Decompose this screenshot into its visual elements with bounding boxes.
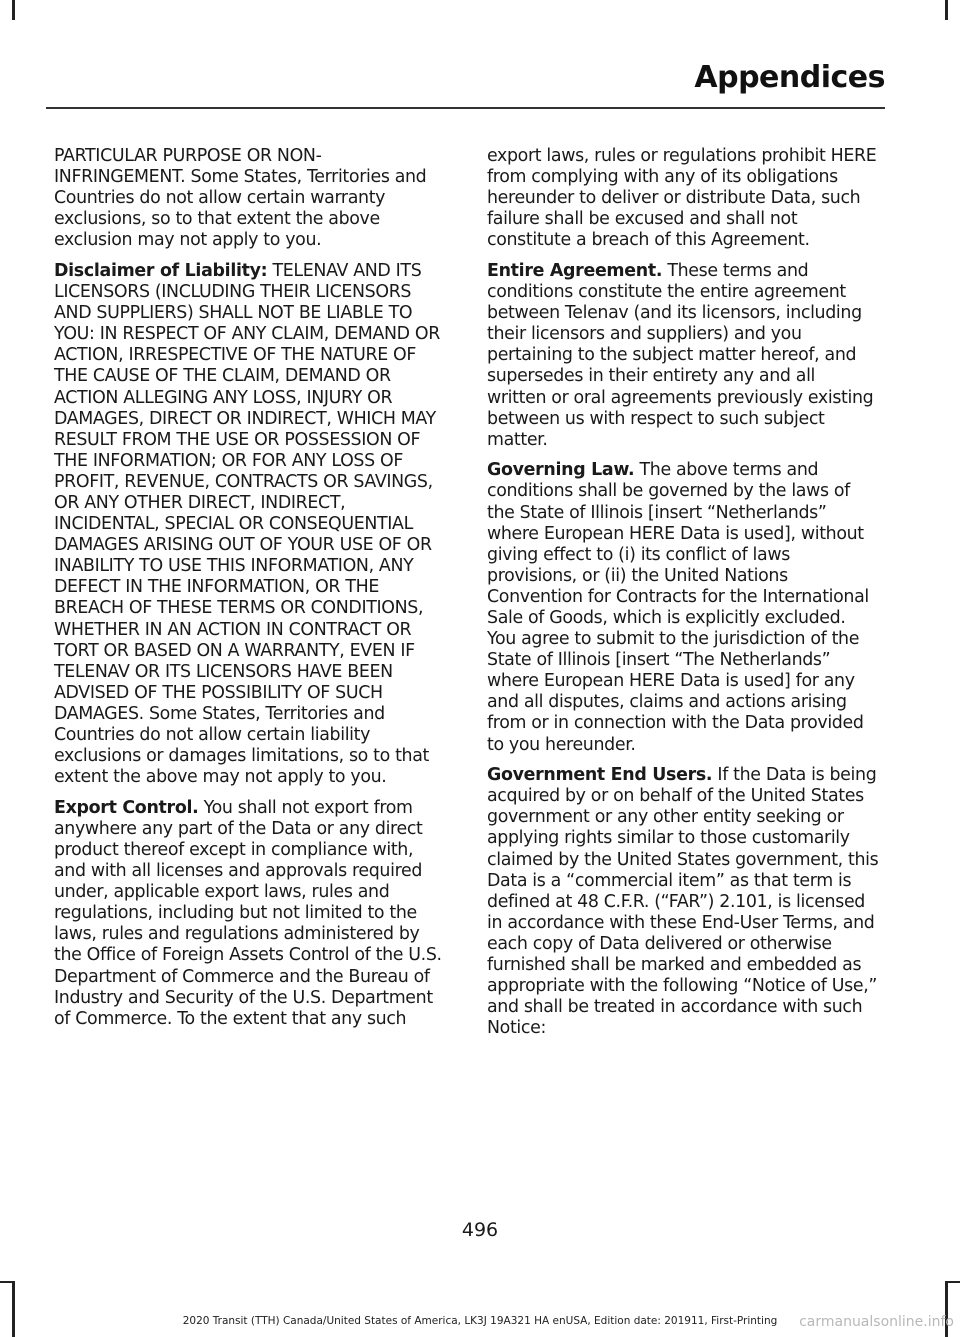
crop-mark-top-right	[945, 0, 948, 20]
paragraph-disclaimer-of-liability	[54, 261, 446, 788]
paragraph-government-end-users	[487, 765, 879, 1039]
paragraph-text: If the Data is being acquired by or on behalf of the United States government or any other entity seeking or applying rights similar to those customarily claimed by the United States government, this Data is a “commercial item” as that term is defined at 48 C.F.R. (“FAR”) 2.101, is licensed in accordance with these End-User Terms, and each copy of Data delivered or otherwise furnished shall be marked and embedded as appropriate with the following “Notice of Use,” and shall be treated in accordance with such Notice:	[487, 765, 879, 1039]
edition-footer: 2020 Transit (TTH) Canada/United States of America, LK3J 19A321 HA enUSA, Edition date: 201911, First-Printing	[182, 1315, 778, 1327]
crop-mark-bottom-left	[12, 1281, 15, 1337]
paragraph-text: You shall not export from anywhere any part of the Data or any direct product thereof except in compliance with, and with all licenses and approvals required under, applicable export laws, rules and regulations, including but not limited to the laws, rules and regulations administered by the Office of Foreign Assets Control of the U.S. Department of Commerce and the Bureau of Industry and Security of the U.S. Department of Commerce. To the extent that any such	[54, 797, 442, 1029]
crop-mark-bottom-left-h	[0, 1281, 15, 1283]
page-number: 496	[461, 1219, 499, 1241]
paragraph-warranty-exclusion	[54, 146, 446, 251]
right-column	[487, 146, 879, 1049]
paragraph-text: TELENAV AND ITS LICENSORS (INCLUDING THEIR LICENSORS AND SUPPLIERS) SHALL NOT BE LIABLE TO YOU: IN RESPECT OF ANY CLAIM, DEMAND OR ACTION, IRRESPECTIVE OF THE NATURE OF THE CAUSE OF THE CLAIM, DEMAND OR ACTION ALLEGING ANY LOSS, INJURY OR DAMAGES, DIRECT OR INDIRECT, WHICH MAY RESULT FROM THE USE OR POSSESSION OF THE INFORMATION; OR FOR ANY LOSS OF PROFIT, REVENUE, CONTRACTS OR SAVINGS, OR ANY OTHER DIRECT, INDIRECT, INCIDENTAL, SPECIAL OR CONSEQUENTIAL DAMAGES ARISING OUT OF YOUR USE OF OR INABILITY TO USE THIS INFORMATION, ANY DEFECT IN THE INFORMATION, OR THE BREACH OF THESE TERMS OR CONDITIONS, WHETHER IN AN ACTION IN CONTRACT OR TORT OR BASED ON A WARRANTY, EVEN IF TELENAV OR ITS LICENSORS HAVE BEEN ADVISED OF THE POSSIBILITY OF SUCH DAMAGES. Some States, Territories and Countries do not allow certain liability exclusions or damages limitations, so to that extent the above may not apply to you.	[54, 260, 440, 788]
paragraph-export-continued	[487, 146, 879, 251]
paragraph-export-control	[54, 798, 446, 1030]
paragraph-text: export laws, rules or regulations prohibit HERE from complying with any of its obligations hereunder to deliver or distribute Data, such failure shall be excused and shall not constitute a breach of this Agreement.	[487, 146, 877, 251]
left-column	[54, 146, 446, 1039]
watermark: carmanualsonline.info	[799, 1314, 954, 1330]
page-title: Appendices	[694, 60, 885, 95]
section-heading: Export Control.	[54, 797, 199, 818]
paragraph-governing-law	[487, 460, 879, 755]
paragraph-text: These terms and conditions constitute the entire agreement between Telenav (and its licensors, including their licensors and suppliers) and you pertaining to the subject matter hereof, and supersedes in their entirety any and all written or oral agreements previously existing between us with respect to such subject matter.	[487, 260, 874, 450]
crop-mark-top-left	[12, 0, 15, 20]
crop-mark-bottom-right-h	[945, 1281, 960, 1283]
section-heading: Disclaimer of Liability:	[54, 260, 268, 281]
paragraph-text: The above terms and conditions shall be governed by the laws of the State of Illinois [insert “Netherlands” where European HERE Data is used], without giving effect to (i) its conflict of laws provisions, or (ii) the United Nations Convention for Contracts for the International Sale of Goods, which is explicitly excluded. You agree to submit to the jurisdiction of the State of Illinois [insert “The Netherlands” where European HERE Data is used] for any and all disputes, claims and actions arising from or in connection with the Data provided to you hereunder.	[487, 460, 869, 755]
section-heading: Government End Users.	[487, 765, 713, 786]
paragraph-entire-agreement	[487, 261, 879, 451]
section-heading: Governing Law.	[487, 460, 635, 481]
header-divider	[46, 107, 885, 109]
section-heading: Entire Agreement.	[487, 260, 663, 281]
paragraph-text: PARTICULAR PURPOSE OR NON-INFRINGEMENT. Some States, Territories and Countries do not allow certain warranty exclusions, so to that extent the above exclusion may not apply to you.	[54, 146, 427, 251]
